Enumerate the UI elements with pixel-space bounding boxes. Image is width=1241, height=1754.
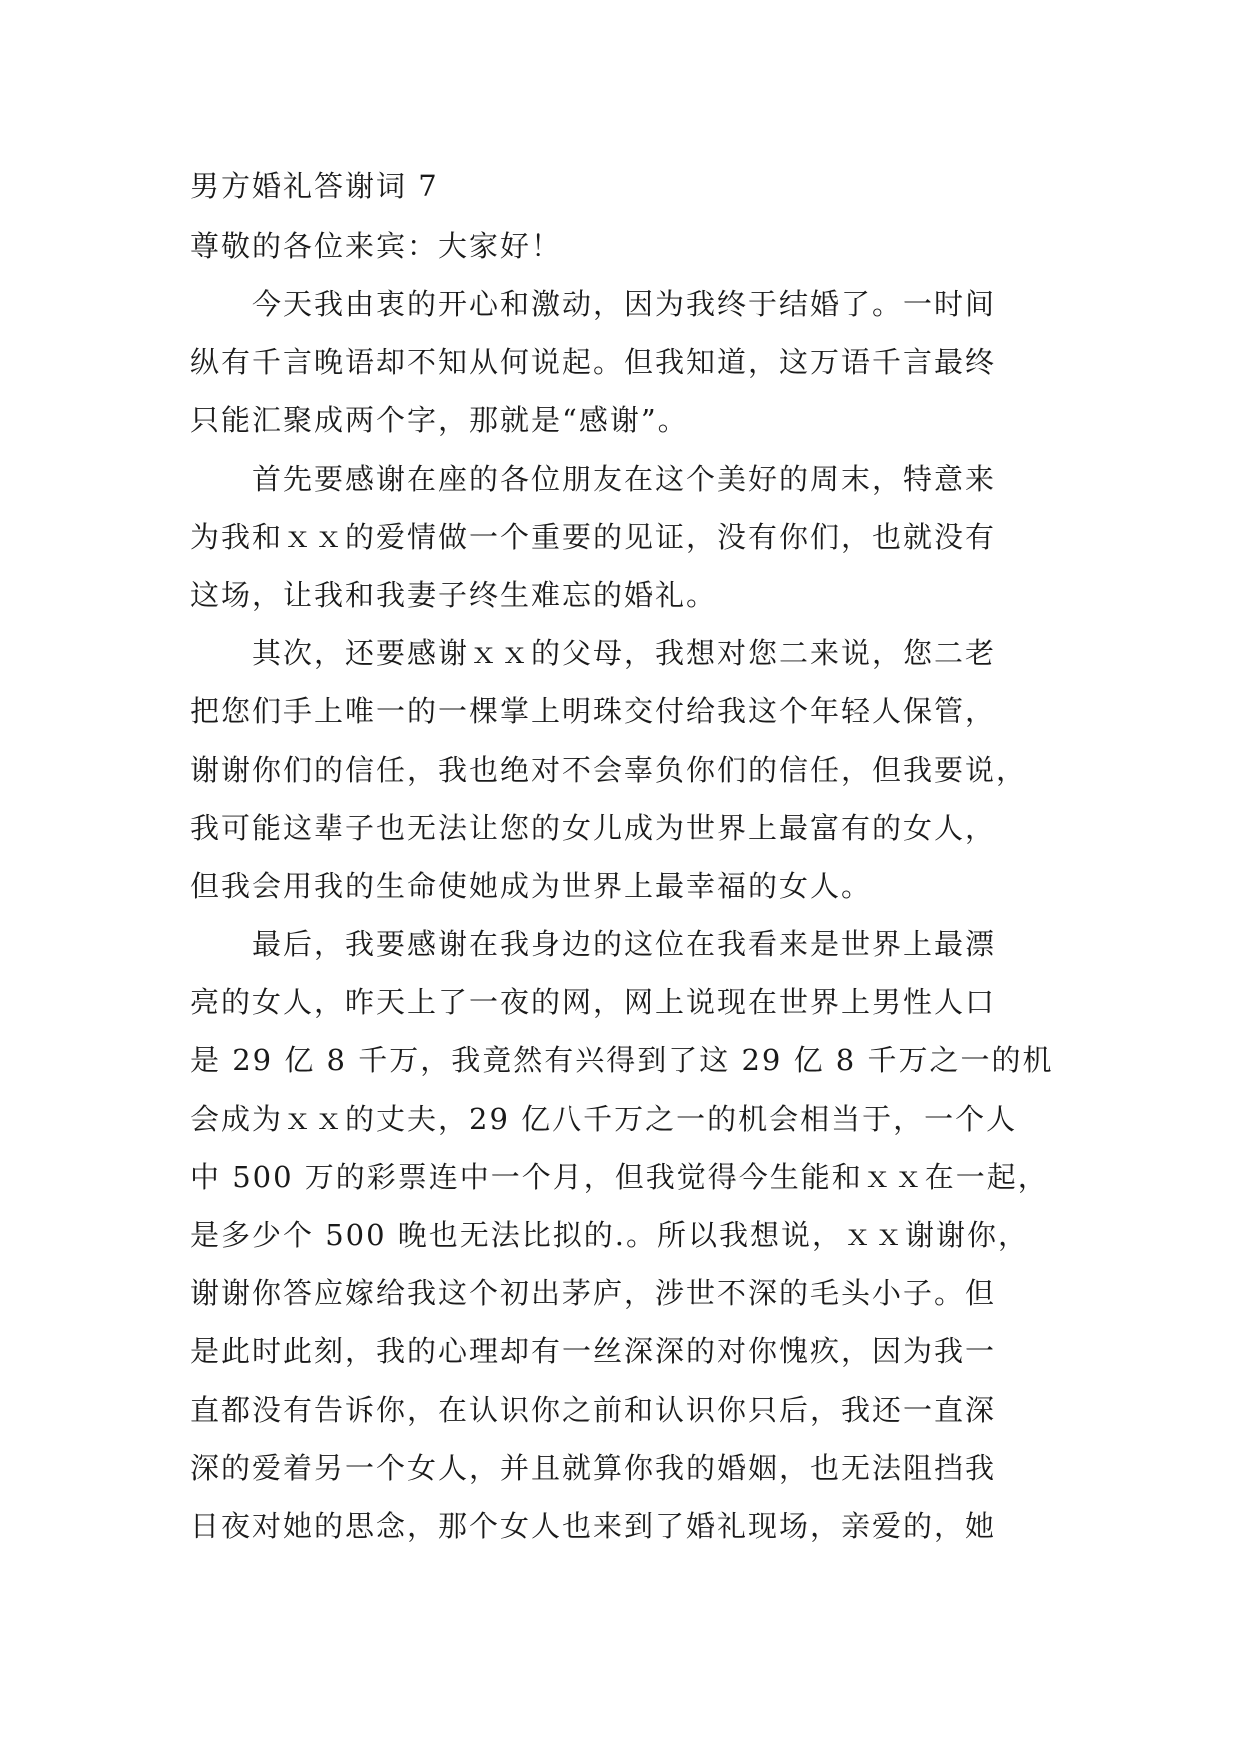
paragraph-line: 我可能这辈子也无法让您的女儿成为世界上最富有的女人， xyxy=(190,810,997,845)
document-title: 男方婚礼答谢词 7 xyxy=(190,169,439,203)
paragraph-line: 今天我由衷的开心和激动，因为我终于结婚了。一时间 xyxy=(190,287,997,321)
paragraph-line: 是 29 亿 8 千万，我竟然有兴得到了这 29 亿 8 千万之一的机 xyxy=(190,1043,1054,1078)
paragraph-line: 最后，我要感谢在我身边的这位在我看来是世界上最漂 xyxy=(190,927,997,962)
paragraph-line: 中 500 万的彩票连中一个月，但我觉得今生能和ｘｘ在一起， xyxy=(190,1159,1049,1194)
paragraph-line: 为我和ｘｘ的爱情做一个重要的见证，没有你们，也就没有 xyxy=(190,519,997,554)
paragraph-2 xyxy=(190,459,1090,634)
paragraph-line: 这场，让我和我妻子终生难忘的婚礼。 xyxy=(190,577,718,612)
paragraph-line: 是此时此刻，我的心理却有一丝深深的对你愧疚，因为我一 xyxy=(190,1334,997,1369)
paragraph-line: 只能汇聚成两个字，那就是“感谢”。 xyxy=(190,403,689,438)
paragraph-line: 谢谢你们的信任，我也绝对不会辜负你们的信任，但我要说， xyxy=(190,752,1028,787)
greeting-line: 尊敬的各位来宾：大家好！ xyxy=(190,229,563,263)
paragraph-line: 纵有千言晚语却不知从何说起。但我知道，这万语千言最终 xyxy=(190,345,997,380)
paragraph-line: 深的爱着另一个女人，并且就算你我的婚姻，也无法阻挡我 xyxy=(190,1450,997,1485)
paragraph-1 xyxy=(190,284,1090,459)
paragraph-line: 会成为ｘｘ的丈夫，29 亿八千万之一的机会相当于，一个人 xyxy=(190,1101,1018,1136)
paragraph-line: 直都没有告诉你，在认识你之前和认识你只后，我还一直深 xyxy=(190,1392,997,1427)
paragraph-line: 亮的女人，昨天上了一夜的网，网上说现在世界上男性人口 xyxy=(190,985,997,1020)
paragraph-line: 日夜对她的思念，那个女人也来到了婚礼现场，亲爱的，她 xyxy=(190,1508,997,1543)
document-body xyxy=(190,284,1090,1564)
paragraph-line: 把您们手上唯一的一棵掌上明珠交付给我这个年轻人保管， xyxy=(190,694,997,729)
paragraph-line: 谢谢你答应嫁给我这个初出茅庐，涉世不深的毛头小子。但 xyxy=(190,1276,997,1311)
paragraph-line: 是多少个 500 晚也无法比拟的.。所以我想说，ｘｘ谢谢你， xyxy=(190,1218,1030,1252)
paragraph-line: 首先要感谢在座的各位朋友在这个美好的周末，特意来 xyxy=(190,461,997,496)
paragraph-line: 其次，还要感谢ｘｘ的父母，我想对您二来说，您二老 xyxy=(190,636,997,671)
paragraph-3 xyxy=(190,633,1090,924)
paragraph-line: 但我会用我的生命使她成为世界上最幸福的女人。 xyxy=(190,868,873,903)
paragraph-4 xyxy=(190,924,1090,1564)
